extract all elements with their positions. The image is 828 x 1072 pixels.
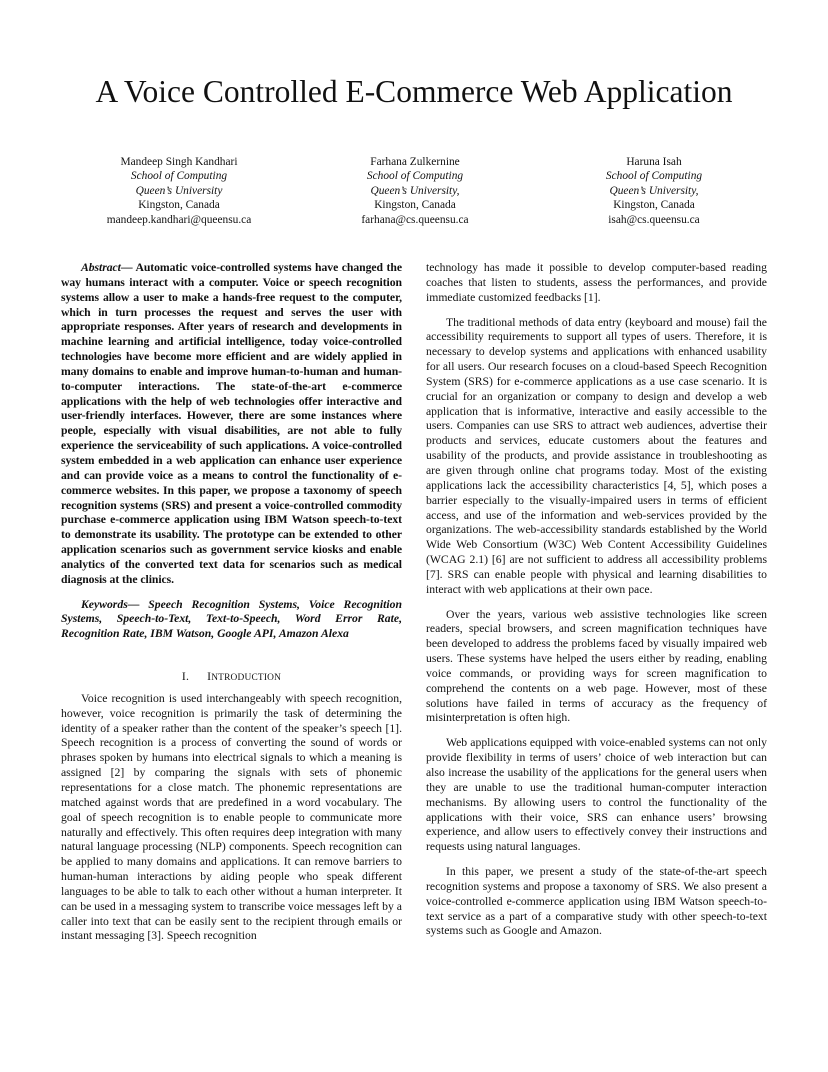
body-paragraph: Over the years, various web assistive technologies like screen readers, special browsers, and screen magnification techniques have been developed to address the problems faced by visually impaired web users. These systems have helped the users either by reading, enabling voice commands, or providing ways for screen magnification to comprehend the contents on a web page. However, most of these solutions have failed in terms of accuracy as the frequency of misinterpretation is often high. (426, 607, 767, 725)
author-university: Queen’s University, (609, 184, 699, 197)
author-university: Queen’s University (135, 184, 223, 197)
section-number: I. (181, 670, 190, 684)
section-title-initial: I (207, 670, 212, 684)
body-paragraph: technology has made it possible to develop computer-based reading coaches that listen to students, assess the performances, and provide immediate customized feedbacks [1]. (426, 261, 767, 304)
keywords-dash: — (127, 597, 140, 611)
keywords-paragraph (61, 598, 402, 643)
author-university: Queen’s University, (370, 184, 460, 197)
author-location: Kingston, Canada (374, 199, 456, 212)
author-block-2 (305, 155, 525, 227)
author-block-3 (544, 155, 764, 227)
abstract-dash: — (120, 261, 133, 274)
abstract-text: Automatic voice-controlled systems have changed the way humans interact with a computer. Voice or speech recognition systems allow a user to make a hands-free request to the computer, which in turn processes the request and serves the user with appropriate responses. After years of research and developments in machine learning and artificial intelligence, today voice-controlled technologies have become more efficient and are widely applied in many domains to enable and improve human-to-human and human-to-computer interactions. The state-of-the-art e-commerce applications with the help of web technologies offer interactive and user-friendly interfaces. However, there are some instances where people, especially with visual disabilities, are not able to fully experience the serviceability of such applications. A voice-controlled system embedded in a web application can enhance user experience and can provide voice as a means to control the functionality of e-commerce websites. In this paper, we propose a taxonomy of speech recognition systems (SRS) and present a voice-controlled commodity purchase e-commerce application using IBM Watson speech-to-text to demonstrate its usability. The prototype can be extended to other application scenarios such as government service kiosks and enable analytics of the converted text data for scenarios such as medical diagnosis at the clinics. (61, 261, 402, 586)
abstract-label: Abstract (81, 261, 121, 274)
author-email: farhana@cs.queensu.ca (361, 213, 469, 226)
abstract-paragraph (61, 261, 402, 588)
author-department: School of Computing (605, 170, 703, 183)
keywords-label: Keywords (81, 597, 128, 611)
body-paragraph: The traditional methods of data entry (keyboard and mouse) fail the accessibility requirements to support all types of users. Therefore, it is necessary to develop systems and applications with enhanced usability for all users. Our research focuses on a cloud-based Speech Recognition System (SRS) for e-commerce applications as a use case scenario. It is crucial for an organization or company to design and develop a web application that is informative, interactive and easily accessible to the users. Companies can use SRS to attract web audiences, advertise their products and services, educate customers about the features and usability of the products, and provide assistance in troubleshooting as are given through online chat programs today. Most of the existing applications lack the accessibility characteristics [4, 5], which poses a barrier especially to the visually-impaired users in terms of efficient access, and use of the information and web-services provided by the organizations. The web-accessibility standards established by the World Wide Web Consortium (W3C) Web Content Accessibility Guidelines (WCAG 2.1) [6] are not sufficient to address all accessibility problems [7]. SRS can enable people with physical and learning disabilities to interact with web applications at their own pace. (426, 315, 767, 596)
author-department: School of Computing (130, 170, 228, 183)
paper-title: A Voice Controlled E-Commerce Web Application (95, 74, 733, 109)
author-location: Kingston, Canada (613, 199, 695, 212)
author-name: Haruna Isah (626, 156, 682, 168)
body-paragraph: In this paper, we present a study of the state-of-the-art speech recognition systems and propose a taxonomy of SRS. We also present a voice-controlled e-commerce application using IBM Watson speech-to-text service as a part of a comparative study with other speech-to-text systems such as Google and Amazon. (426, 865, 767, 938)
section-heading-introduction (61, 670, 402, 686)
author-name: Farhana Zulkernine (370, 156, 460, 168)
author-email: isah@cs.queensu.ca (608, 213, 700, 226)
right-column (426, 261, 767, 949)
body-paragraph: Voice recognition is used interchangeably with speech recognition, however, voice recognition is primarily the task of determining the identity of a speaker rather than the content of the speaker’s speech [1]. Speech recognition is a process of converting the sound of words or phrases spoken by humans into electrical signals to which a meaning is assigned [2] by comparing the signals with sets of phonemic representations for a close match. The phonemic representations are matched against words that are predefined in a word vocabulary. The goal of speech recognition is to enable people to communicate more naturally and effectively. This often requires deep integration with many natural language processing (NLP) components. Speech recognition can be applied to many domains and applications. It can remove barriers to human-human interactions by aiding people who speak different languages to be able to talk to each other without a human interpreter. It can be used in a messaging system to transcribe voice messages left by a caller into text that can be easily sent to the recipient through emails or instant messaging [3]. Speech recognition (61, 691, 402, 943)
keywords-text: Speech Recognition Systems, Voice Recognition Systems, Speech-to-Text, Text-to-Speech, Word Error Rate, Recognition Rate, IBM Watson, Google API, Amazon Alexa (61, 597, 402, 641)
author-block-1 (69, 155, 289, 227)
body-paragraph: Web applications equipped with voice-enabled systems can not only provide flexibility in terms of users’ choice of web interaction but can also increase the usability of the applications for the general users when they are unable to use the traditional human-computer interaction mechanisms. By allowing users to control the functionality of the applications with their voice, SRS can enhance users’ browsing experience, and allow users to effectively convey their instructions and requests using natural languages. (426, 736, 767, 854)
author-department: School of Computing (366, 170, 464, 183)
left-column (61, 261, 402, 954)
author-email: mandeep.kandhari@queensu.ca (106, 213, 252, 226)
section-title-rest: NTRODUCTION (211, 673, 282, 684)
author-name: Mandeep Singh Kandhari (120, 156, 238, 168)
author-location: Kingston, Canada (138, 199, 220, 212)
